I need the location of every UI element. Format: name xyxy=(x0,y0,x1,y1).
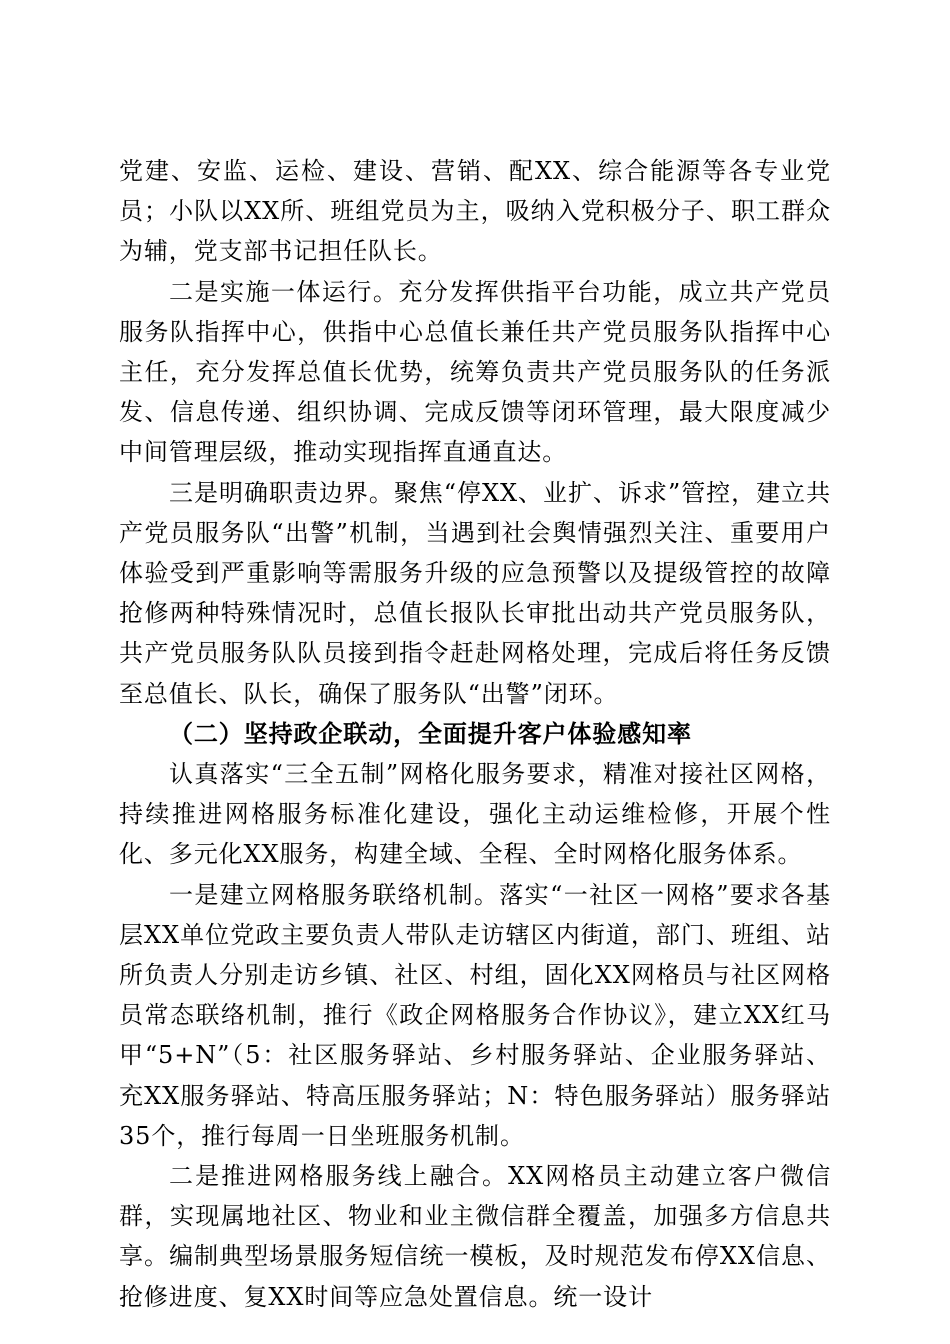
paragraph-grid-service-intro: 认真落实“三全五制”网格化服务要求，精准对接社区网格，持续推进网格服务标准化建设，强化主动运维检修，开展个性化、多元化XX服务，构建全域、全程、全时网格化服务体系。 xyxy=(119,760,831,869)
paragraph-grid-liaison-mechanism: 一是建立网格服务联络机制。落实“一社区一网格”要求各基层XX单位党政主要负责人带队走访辖区内街道，部门、班组、站所负责人分别走访乡镇、社区、村组，固化XX网格员与社区网格员常态联络机制，推行《政企网格服务合作协议》，建立XX红马甲“5+N”（5：社区服务驿站、乡村服务驿站、企业服务驿站、充XX服务驿站、特高压服务驿站；N：特色服务驿站）服务驿站35个，推行每周一日坐班服务机制。 xyxy=(119,880,831,1150)
section-heading: （二）坚持政企联动，全面提升客户体验感知率 xyxy=(169,718,692,748)
paragraph-party-members: 党建、安监、运检、建设、营销、配XX、综合能源等各专业党员；小队以XX所、班组党员为主，吸纳入党积极分子、职工群众为辅，党支部书记担任队长。 xyxy=(119,157,831,266)
document-body xyxy=(119,151,831,1317)
paragraph-online-integration: 二是推进网格服务线上融合。XX网格员主动建立客户微信群，实现属地社区、物业和业主微信群全覆盖，加强多方信息共享。编制典型场景服务短信统一模板，及时规范发布停XX信息、抢修进度、复XX时间等应急处置信息。统一设计 xyxy=(119,1162,831,1311)
paragraph-integrated-operation: 二是实施一体运行。充分发挥供指平台功能，成立共产党员服务队指挥中心，供指中心总值长兼任共产党员服务队指挥中心主任，充分发挥总值长优势，统筹负责共产党员服务队的任务派发、信息传递、组织协调、完成反馈等闭环管理，最大限度减少中间管理层级，推动实现指挥直通直达。 xyxy=(119,277,831,467)
paragraph-responsibility-boundary: 三是明确职责边界。聚焦“停XX、业扩、诉求”管控，建立共产党员服务队“出警”机制，当遇到社会舆情强烈关注、重要用户体验受到严重影响等需服务升级的应急预警以及提级管控的故障抢修两种特殊情况时，总值长报队长审批出动共产党员服务队，共产党员服务队队员接到指令赶赴网格处理，完成后将任务反馈至总值长、队长，确保了服务队“出警”闭环。 xyxy=(119,478,831,708)
